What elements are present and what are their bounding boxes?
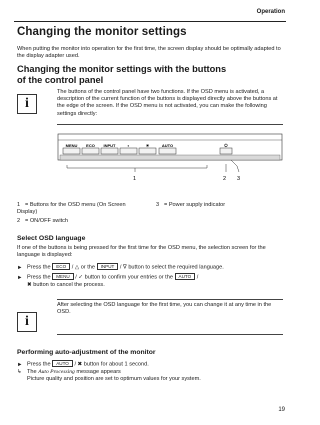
- panel-button-3: [101, 143, 118, 154]
- callout-2: 2: [223, 176, 227, 182]
- step-confirm-language: [17, 273, 283, 289]
- panel-button-label: ⏻: [224, 143, 228, 148]
- heading-line-1: Changing the monitor settings with the buttons: [17, 64, 227, 74]
- step-auto-adjust: [17, 360, 283, 369]
- step-line-2: ✖ button to cancel the process.: [27, 281, 105, 288]
- note-rule: [57, 124, 283, 125]
- info-icon-glyph: i: [25, 314, 29, 329]
- step-sep: / △ or the: [71, 264, 96, 271]
- panel-button-label: ECO: [86, 143, 95, 148]
- legend-1-number: 1: [17, 202, 21, 208]
- intro-paragraph: When putting the monitor into operation for the first time, the screen display should be optimally adapted to the display adapter used.: [17, 46, 281, 60]
- step-suffix: / ✖ button for about 1 second.: [74, 361, 149, 368]
- note-osd-language: After selecting the OSD language for the first time, you can change it at any time in the OSD.: [57, 302, 272, 316]
- legend-2: [17, 218, 137, 225]
- page-title: Changing the monitor settings: [17, 26, 187, 38]
- note-rule-bottom: [57, 334, 283, 335]
- section-heading-buttons: [17, 64, 226, 86]
- page-header-section: Operation: [256, 9, 285, 15]
- auto-key: AUTO: [52, 360, 73, 367]
- section-heading-auto-adjust: Performing auto-adjustment of the monitor: [17, 349, 156, 356]
- heading-line-2: of the control panel: [17, 75, 104, 85]
- info-icon: [17, 94, 37, 114]
- result-suffix: message appears: [76, 369, 121, 375]
- legend-1: [17, 202, 137, 217]
- panel-button-label: ◐: [127, 143, 130, 148]
- panel-button-label: ☀: [145, 143, 150, 148]
- input-key: INPUT: [97, 263, 119, 270]
- bullet-arrow-icon: ►: [17, 274, 23, 281]
- section-heading-osd-language: Select OSD language: [17, 235, 86, 242]
- osd-language-text: If one of the buttons is being pressed for the first time for the OSD menu, the selection screen for the language is displayed:: [17, 245, 266, 259]
- step-select-language: [17, 263, 283, 272]
- bullet-arrow-icon: ►: [17, 264, 23, 271]
- panel-button-1: [63, 143, 80, 154]
- menu-key: MENU: [52, 273, 74, 280]
- callout-3: 3: [237, 176, 241, 182]
- bullet-arrow-icon: ►: [17, 361, 23, 368]
- legend-3-number: 3: [156, 202, 160, 208]
- note-rule-top: [57, 299, 283, 300]
- panel-button-5: [139, 143, 156, 154]
- panel-button-4: [120, 143, 137, 154]
- legend-3: [156, 202, 283, 209]
- step-prefix: Press the: [27, 264, 51, 271]
- panel-button-label: AUTO: [161, 143, 174, 148]
- step-prefix: Press the: [27, 361, 51, 368]
- panel-button-2: [82, 143, 99, 154]
- note-control-panel: The buttons of the control panel have two functions. If the OSD menu is activated, a description of the current function of the buttons is displayed directly above the buttons at the edge of the screen. If the OSD menu is not activated, you can make the following settings directly:: [57, 89, 278, 117]
- auto-key: AUTO: [175, 273, 196, 280]
- step-prefix: Press the: [27, 274, 51, 281]
- step-suffix: / ∇ button to select the required language.: [119, 264, 224, 271]
- panel-button-7: [220, 143, 232, 154]
- callout-1: 1: [133, 176, 137, 182]
- legend-2-number: 2: [17, 218, 21, 224]
- panel-button-label: INPUT: [103, 143, 116, 148]
- result-prefix: The: [27, 369, 37, 375]
- legend-1-text: = Buttons for the OSD menu (On Screen Display): [17, 202, 126, 216]
- result-line-2: Picture quality and position are set to optimum values for your system.: [27, 376, 201, 383]
- info-icon: [17, 312, 37, 332]
- step-suffix: /: [196, 274, 199, 281]
- eco-key: ECO: [52, 263, 70, 270]
- panel-button-label: MENU: [65, 143, 78, 148]
- result-arrow-icon: ↳: [17, 369, 22, 375]
- page-number: 19: [278, 407, 285, 413]
- panel-button-6: [159, 143, 176, 154]
- info-icon-glyph: i: [25, 96, 29, 111]
- header-rule: [14, 21, 286, 22]
- auto-processing-message: Auto Processing: [38, 369, 75, 375]
- result-auto-processing: [17, 369, 283, 384]
- control-panel-diagram: [57, 132, 283, 190]
- legend-2-text: = ON/OFF switch: [25, 218, 69, 224]
- legend-3-text: = Power supply indicator: [164, 202, 226, 208]
- step-mid: / ✓ button to confirm your entries or the: [75, 274, 173, 281]
